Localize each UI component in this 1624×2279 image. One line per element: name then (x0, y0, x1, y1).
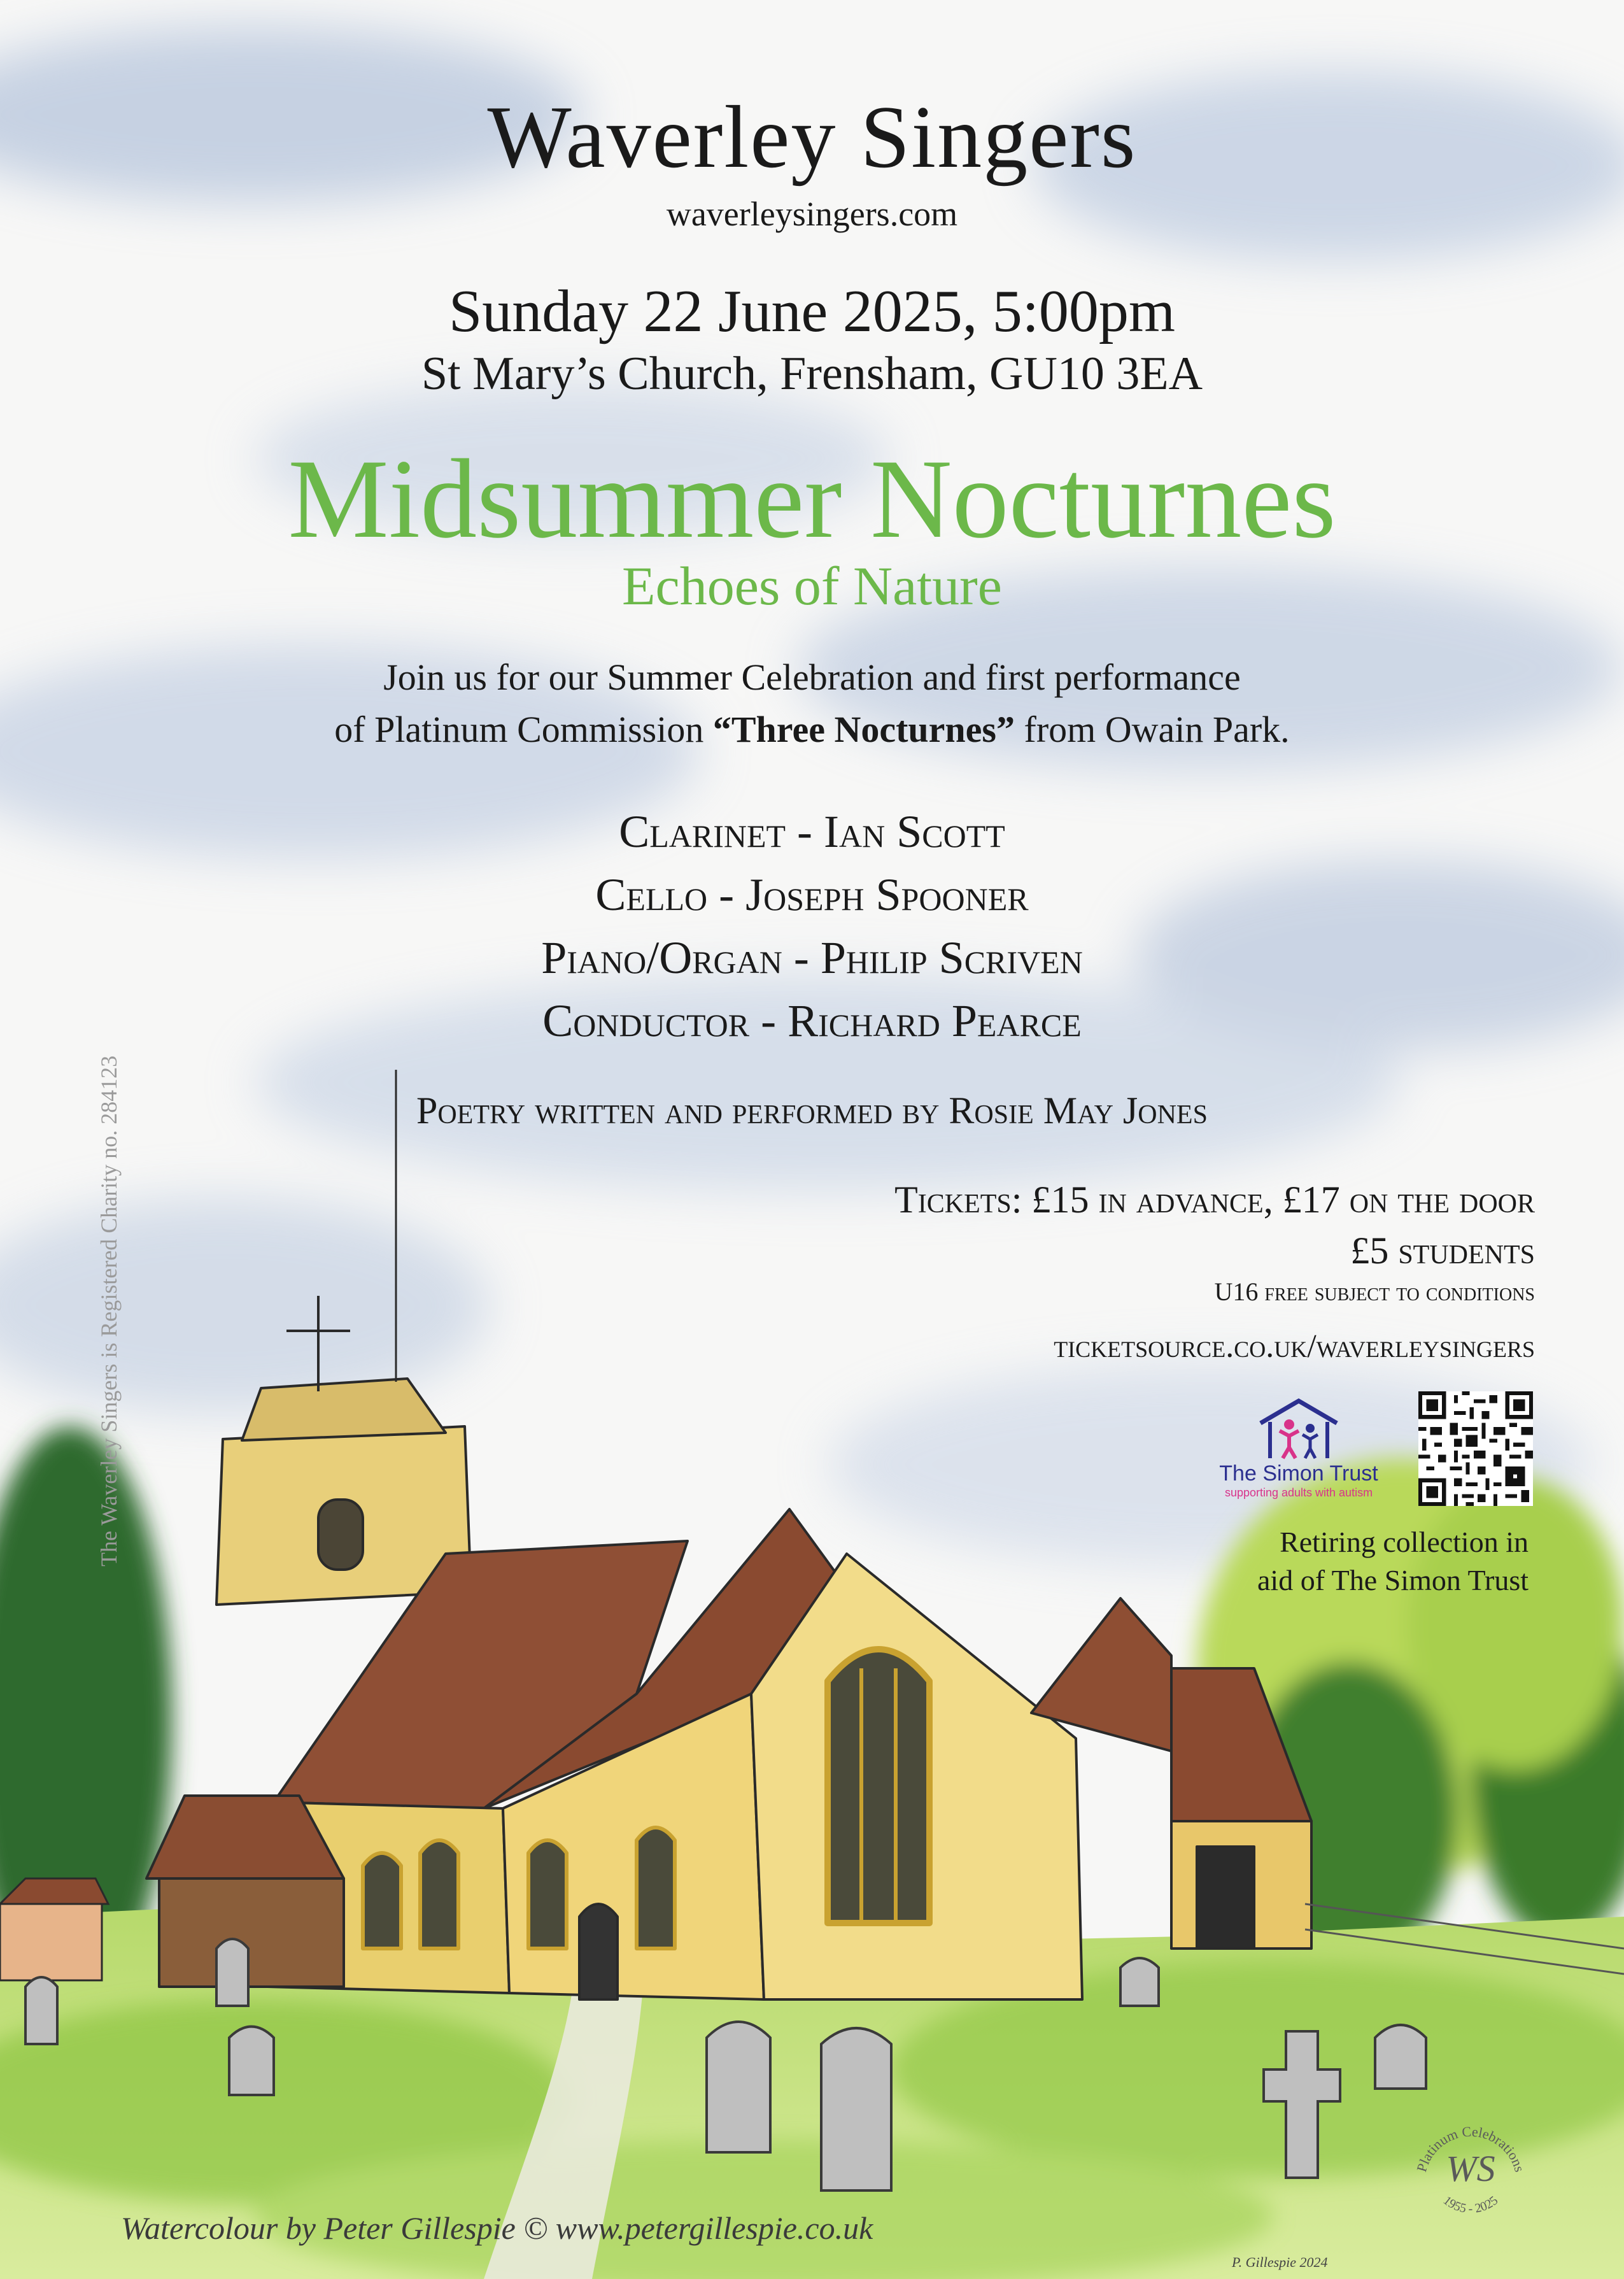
collection-line-2: aid of The Simon Trust (1257, 1564, 1529, 1596)
simon-trust-tagline: supporting adults with autism (1224, 1486, 1373, 1499)
watercolour-credit: Watercolour by Peter Gillespie © www.petergillespie.co.uk (121, 2210, 873, 2246)
seal-monogram: WS (1446, 2148, 1495, 2189)
intro-line-2-prefix: of Platinum Commission (334, 709, 713, 750)
poetry-credit: Poetry written and performed by Rosie May Jones (416, 1090, 1208, 1132)
simon-trust-logo (1216, 1398, 1381, 1512)
performer-piano-organ: Piano/Organ - Philip Scriven (541, 932, 1083, 983)
intro-line-1: Join us for our Summer Celebration and first performance (383, 657, 1241, 698)
concert-date-time: Sunday 22 June 2025, 5:00pm (448, 278, 1176, 344)
artist-signature: P. Gillespie 2024 (1232, 2254, 1328, 2270)
performer-clarinet: Clarinet - Ian Scott (619, 806, 1005, 857)
concert-title: Midsummer Nocturnes (288, 436, 1336, 562)
tickets-prices: Tickets: £15 in advance, £17 on the door (894, 1179, 1535, 1221)
performer-cello: Cello - Joseph Spooner (595, 869, 1029, 920)
simon-trust-name: The Simon Trust (1219, 1461, 1378, 1486)
performer-conductor: Conductor - Richard Pearce (542, 995, 1082, 1046)
simon-trust-house-icon (1254, 1398, 1343, 1461)
registered-charity-note: The Waverley Singers is Registered Charity no. 284123 (96, 1055, 122, 1566)
intro-line-2-suffix: from Owain Park. (1015, 709, 1290, 750)
concert-venue: St Mary’s Church, Frensham, GU10 3EA (421, 348, 1203, 400)
seal-top-text: Platinum Celebrations (1413, 2123, 1528, 2174)
qr-code[interactable] (1418, 1391, 1533, 1506)
svg-text:1955 - 2025 (1441, 2194, 1501, 2216)
platinum-celebration-seal (1407, 2101, 1534, 2229)
seal-bottom-text: 1955 - 2025 (1440, 2193, 1501, 2216)
choir-name: Waverley Singers (487, 88, 1137, 187)
concert-subtitle: Echoes of Nature (622, 555, 1002, 616)
tickets-url[interactable]: ticketsource.co.uk/waverleysingers (1054, 1328, 1535, 1365)
tickets-u16: U16 free subject to conditions (1214, 1277, 1535, 1306)
intro-line-2 (0, 708, 1624, 751)
choir-website[interactable]: waverleysingers.com (666, 195, 958, 233)
commission-title: “Three Nocturnes” (712, 709, 1015, 750)
collection-line-1: Retiring collection in (1280, 1526, 1529, 1558)
tickets-students: £5 students (1350, 1230, 1535, 1272)
